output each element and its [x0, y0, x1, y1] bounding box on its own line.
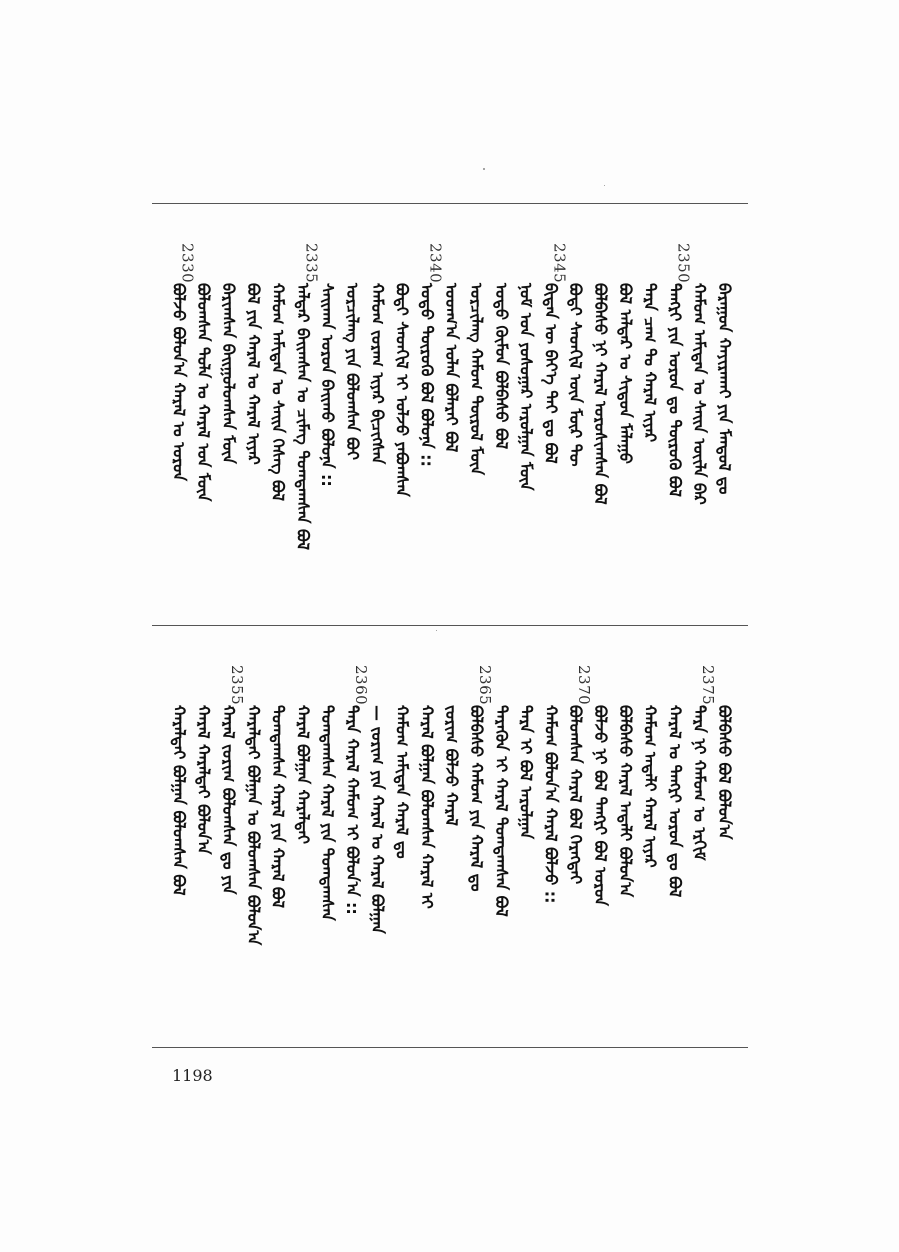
- text-line: [194, 205, 221, 623]
- mongolian-verse-text: ᠬᠠᠮᠤᠭ ᠠᠮᠢᠲᠠᠨ ᠤ ᠰᠠᠢᠨ ᠬᠡᠰᠡᠭ ᠪᠣᠯ: [268, 283, 288, 502]
- mongolian-verse-text: ᠬᠠᠮᠤᠭ ᠠᠮᠢᠲᠠᠨ ᠤ ᠰᠠᠢᠨ ᠦᠢᠯᠡ ᠪᠡᠷ: [690, 283, 710, 505]
- mongolian-verse-text: ᠲᠣᠭᠲᠠᠭᠰᠠᠨ ᠬᠠᠷᠠᠯ ᠶᠢᠨ ᠬᠠᠷᠠᠯ ᠪᠣᠯ: [268, 705, 288, 908]
- bottom-rule: [152, 1047, 748, 1048]
- text-line: [516, 627, 544, 1045]
- text-line: [392, 205, 420, 623]
- text-line: [442, 627, 469, 1045]
- mongolian-verse-text: ᠬᠠᠷᠠᠯ ᠬᠠᠷᠠᠯᠲᠠᠢ ᠪᠣᠯᠤᠨ᠎ᠠ: [194, 705, 214, 855]
- mongolian-verse-text: ᠲᠡᠷᠡ ᠨᠢ ᠬᠠᠮᠤᠭ ᠤ ᠡᠷᠬᠢᠮ: [690, 705, 710, 861]
- text-line: [442, 205, 469, 623]
- text-line: [467, 205, 494, 623]
- mongolian-verse-text: ᠬᠠᠷᠠᠯᠲᠠᠢ ᠪᠣᠯᠭᠠᠨ ᠪᠣᠯᠤᠭᠰᠠᠨ ᠪᠣᠯ: [169, 705, 189, 896]
- text-line: [491, 627, 519, 1045]
- scan-speck: [483, 168, 485, 170]
- line-number: 2360.: [352, 665, 370, 711]
- line-number: 2350.: [674, 243, 693, 289]
- text-line: [491, 205, 519, 623]
- mongolian-verse-text: ᠬᠠᠮᠤᠭ ᠠᠳᠠᠯᠢ ᠬᠠᠷᠠᠯ ᠢᠶᠠᠷ: [640, 705, 660, 868]
- text-line: [516, 205, 544, 623]
- line-number: 2340.: [426, 243, 445, 289]
- text-line: [318, 627, 345, 1045]
- mongolian-verse-text: ᠣᠳᠬ᠎ᠠ ᠣᠯᠠᠨ ᠪᠣᠯᠠᠷᠠᠢ ᠪᠣᠯ: [442, 283, 462, 453]
- mongolian-verse-text: ᠰᠠᠢᠬᠠᠨ ᠣᠷᠣᠨ ᠪᠠᠢᠬᠤ ᠪᠣᠯᠤᠨᠠ ::: [318, 283, 338, 487]
- text-line: [715, 205, 742, 623]
- text-line: [169, 627, 196, 1045]
- mongolian-verse-text: ᠪᠣᠯᠵᠤ ᠨᠢ ᠪᠣᠯ ᠲᠡᠩᠷᠢ ᠪᠣᠯ ᠣᠷᠣᠨ: [591, 705, 610, 907]
- mongolian-verse-text: ᠬᠠᠷᠠᠯ ᠪᠣᠯᠭᠠᠨ ᠪᠣᠯᠤᠭᠰᠠᠨ ᠬᠠᠷᠠᠯ ᠢ: [417, 705, 437, 909]
- line-number: 2335.: [302, 243, 321, 289]
- text-line: [318, 205, 345, 623]
- text-line: [665, 205, 693, 623]
- text-line: [169, 205, 197, 623]
- mongolian-verse-text: ᠪᠣᠯᠪᠠᠰᠤ ᠪᠣᠯ ᠪᠣᠯᠤᠨ᠎ᠠ: [715, 705, 734, 840]
- mongolian-verse-text: ᠪᠣᠯᠤᠭᠰᠠᠨ ᠬᠠᠷᠠᠯ ᠪᠣᠯ ᠬᠡᠷᠡᠭᠲᠡᠢ: [566, 705, 586, 885]
- text-line: [343, 627, 370, 1045]
- text-line: [219, 627, 246, 1045]
- scan-speck: [436, 630, 437, 631]
- text-line: [392, 627, 420, 1045]
- mongolian-verse-text: — ᠵᠣᠷᠢᠭ ᠶᠢᠨ ᠬᠠᠷᠠᠯ ᠤ ᠬᠠᠷᠠᠯ ᠪᠣᠯᠭᠠᠨ: [367, 705, 387, 934]
- text-line: [343, 205, 370, 623]
- text-line: [367, 627, 395, 1045]
- text-line: [715, 627, 742, 1045]
- top-rule: [152, 203, 748, 204]
- mongolian-verse-text: ᠬᠠᠷᠠᠯ ᠤ ᠲᠡᠩᠷᠢ ᠣᠷᠣᠨ ᠳᠤ ᠪᠣᠯ: [665, 705, 685, 898]
- line-number: 2365.: [476, 665, 494, 711]
- text-line: [268, 627, 296, 1045]
- mongolian-verse-text: ᠠᠯᠳᠠᠷ ᠪᠠᠢᠭᠰᠠᠨ ᠤ ᠴᠢᠮᠡᠭ ᠲᠣᠭᠲᠠᠭᠰᠠᠨ ᠪᠣᠯ: [293, 283, 313, 551]
- line-number: 2370.: [575, 665, 594, 711]
- mongolian-verse-text: ᠪᠣᠯᠵᠤ ᠪᠣᠯᠤᠨ᠎ᠠ ᠬᠠᠷᠠᠯ ᠤ ᠣᠷᠣᠨ: [169, 283, 189, 482]
- line-number: 2345.: [550, 243, 569, 289]
- mongolian-verse-text: ᠲᠡᠷᠡ ᠬᠠᠷᠠᠯ ᠬᠠᠮᠤᠭ ᠢ ᠪᠣᠯᠤᠨ᠎ᠠ ::: [343, 705, 362, 915]
- page-number: 1198: [172, 1066, 213, 1085]
- text-line: [293, 205, 321, 623]
- mongolian-verse-text: ᠪᠢᠳᠡᠨ ᠦ ᠪᠡᠶ᠎ᠡ ᠲᠠᠢ ᠳᠤ ᠪᠣᠯ: [541, 283, 561, 464]
- text-line: [541, 205, 569, 623]
- text-line: [615, 205, 643, 623]
- text-line: [243, 627, 271, 1045]
- mongolian-verse-text: ᠣᠷᠴᠢᠯᠠᠩ ᠬᠠᠮᠤᠭ ᠲᠦᠷᠦᠯ ᠮᠥᠨ: [467, 283, 486, 476]
- text-line: [417, 205, 445, 623]
- text-line: [367, 205, 395, 623]
- line-number: 2375.: [699, 665, 718, 711]
- text-line: [417, 627, 444, 1045]
- mongolian-verse-text: ᠬᠠᠮᠤᠭ ᠪᠣᠯᠤᠨ᠎ᠠ ᠬᠠᠷᠠᠯ ᠪᠣᠯᠵᠤ ::: [541, 705, 561, 904]
- text-line: [690, 205, 717, 623]
- text-line: [268, 205, 296, 623]
- mongolian-verse-text: ᠲᠣᠭᠲᠠᠭᠰᠠᠨ ᠬᠠᠷᠠᠯ ᠶᠢᠨ ᠲᠣᠭᠲᠠᠭᠰᠠᠨ: [318, 705, 338, 921]
- mongolian-verse-text: ᠨᠣᠮ ᠤᠨ ᠶᠣᠰᠣᠭᠠᠷ ᠠᠷᠤᠯᠭᠠᠨ ᠮᠥᠨ: [516, 283, 536, 491]
- mongolian-verse-text: ᠬᠠᠷᠠᠯ ᠵᠣᠷᠢᠭ ᠪᠣᠯᠤᠭᠰᠠᠨ ᠳᠤ ᠶᠢᠨ: [219, 705, 238, 895]
- top-text-block: [152, 205, 748, 623]
- mongolian-verse-text: ᠪᠣᠯᠤᠭᠰᠠᠨ ᠲᠤᠯᠠ ᠤ ᠬᠠᠷᠠᠯ ᠤᠨ ᠮᠥᠨ: [194, 283, 214, 502]
- text-line: [467, 627, 494, 1045]
- line-number: 2355.: [228, 665, 246, 711]
- mongolian-verse-text: ᠪᠣᠯᠪᠠᠰᠤ ᠬᠠᠮᠤᠭ ᠶᠢᠨ ᠬᠠᠷᠠᠯ ᠳᠤ: [467, 705, 486, 892]
- mongolian-verse-text: ᠬᠠᠮᠤᠭ ᠠᠮᠢᠲᠠᠨ ᠬᠠᠷᠠᠯ ᠳᠤ: [392, 705, 412, 859]
- mongolian-verse-text: ᠬᠠᠷᠠᠯᠲᠠᠢ ᠪᠣᠯᠭᠠᠨ ᠤ ᠪᠣᠯᠤᠭᠰᠠᠨ ᠪᠣᠯᠤᠨ᠎ᠠ: [243, 705, 263, 946]
- mongolian-verse-text: ᠬᠠᠷᠠᠯ ᠪᠣᠯᠭᠠᠨ ᠬᠠᠷᠠᠯᠲᠠᠢ: [293, 705, 313, 845]
- mongolian-verse-text: ᠲᠡᠩᠷᠢ ᠶᠢᠨ ᠣᠷᠣᠨ ᠳᠤ ᠲᠥᠷᠦᠬᠦ ᠪᠣᠯ: [665, 283, 685, 497]
- bottom-text-block: [152, 627, 748, 1045]
- text-line: [615, 627, 643, 1045]
- mongolian-verse-text: ᠪᠣᠳᠢ ᠰᠡᠳᠬᠢᠯ ᠢ ᠣᠯᠵᠤ ᠶᠠᠪᠤᠭᠰᠠᠨ: [392, 283, 412, 497]
- text-line: [665, 627, 692, 1045]
- mongolian-verse-text: ᠪᠣᠯ ᠶᠢᠨ ᠬᠠᠷᠠᠯ ᠤ ᠬᠠᠷᠠᠯ ᠢᠶᠠᠷ: [243, 283, 263, 465]
- mongolian-verse-text: ᠵᠣᠷᠢᠭ ᠪᠣᠯᠵᠤ ᠬᠠᠷᠠᠯ: [442, 705, 462, 826]
- mongolian-verse-text: ᠪᠣᠯᠪᠠᠰᠤ ᠨᠢ ᠬᠠᠷᠠᠯ ᠣᠷᠣᠰᠢᠭᠰᠠᠨ ᠪᠣᠯ: [591, 283, 610, 505]
- line-number: 2330.: [178, 243, 197, 289]
- text-line: [591, 205, 618, 623]
- text-line: [293, 627, 320, 1045]
- text-line: [566, 205, 593, 623]
- text-line: [591, 627, 618, 1045]
- text-line: [690, 627, 718, 1045]
- text-line: [640, 205, 668, 623]
- text-line: [243, 205, 271, 623]
- mongolian-verse-text: ᠪᠠᠷᠠᠭᠤᠨ ᠬᠠᠶᠢᠷᠠᠬᠠᠢ ᠶᠢᠨ ᠮᠠᠨᠳᠤᠯ ᠳᠤ: [715, 283, 734, 495]
- text-line: [194, 627, 221, 1045]
- mongolian-verse-text: ᠣᠷᠴᠢᠯᠠᠩ ᠶᠢᠨ ᠪᠣᠯᠤᠭᠰᠠᠨ ᠪᠣᠢ: [343, 283, 362, 461]
- text-line: [566, 627, 594, 1045]
- mongolian-verse-text: ᠪᠣᠳᠢ ᠰᠡᠳᠬᠢᠯ ᠦᠨ ᠮᠥᠷ ᠲᠦ: [566, 283, 586, 467]
- mongolian-verse-text: ᠣᠳᠣ ᠲᠥᠷᠦᠬᠦ ᠪᠣᠯ ᠪᠣᠯᠤᠨᠠ ::: [417, 283, 437, 467]
- middle-rule: [152, 625, 748, 626]
- mongolian-verse-text: ᠣᠳᠣ ᠬᠦᠮᠦᠨ ᠪᠣᠯᠪᠠᠰᠤ ᠪᠣᠯ: [491, 283, 511, 450]
- mongolian-verse-text: ᠲᠡᠷᠡ ᠴᠠᠭ ᠲᠤ ᠬᠠᠷᠠᠯ ᠢᠶᠠᠷ: [640, 283, 660, 443]
- mongolian-verse-text: ᠲᠡᠷᠡ ᠢ ᠪᠣᠯ ᠠᠷᠤᠯᠭᠠᠨ: [516, 705, 536, 840]
- mongolian-verse-text: ᠪᠣᠯ ᠠᠯᠳᠠᠷ ᠤ ᠰᠢᠳᠦᠨ ᠮᠠᠯᠠᠭᠤ: [615, 283, 635, 464]
- mongolian-verse-text: ᠬᠠᠮᠤᠭ ᠵᠤᠷᠠᠭ ᠢᠶᠠᠷ ᠪᠢᠴᠢᠭᠰᠡᠨ: [367, 283, 387, 465]
- text-line: [219, 205, 246, 623]
- scan-speck: [604, 185, 605, 186]
- text-line: [640, 627, 668, 1045]
- mongolian-verse-text: ᠲᠡᠷᠡᠭᠦᠨ ᠢ ᠬᠠᠷᠠᠯ ᠲᠣᠭᠲᠠᠭᠰᠠᠨ ᠪᠣᠯ: [491, 705, 511, 917]
- mongolian-verse-text: ᠪᠣᠯᠪᠠᠰᠤ ᠬᠠᠷᠠᠯ ᠠᠳᠠᠯᠢ ᠪᠣᠯᠤᠨ᠎ᠠ: [615, 705, 635, 898]
- mongolian-verse-text: ᠪᠠᠷᠢᠭᠰᠠᠨ ᠪᠠᠢᠭᠤᠯᠤᠭᠰᠠᠨ ᠮᠥᠨ: [219, 283, 238, 464]
- text-line: [541, 627, 568, 1045]
